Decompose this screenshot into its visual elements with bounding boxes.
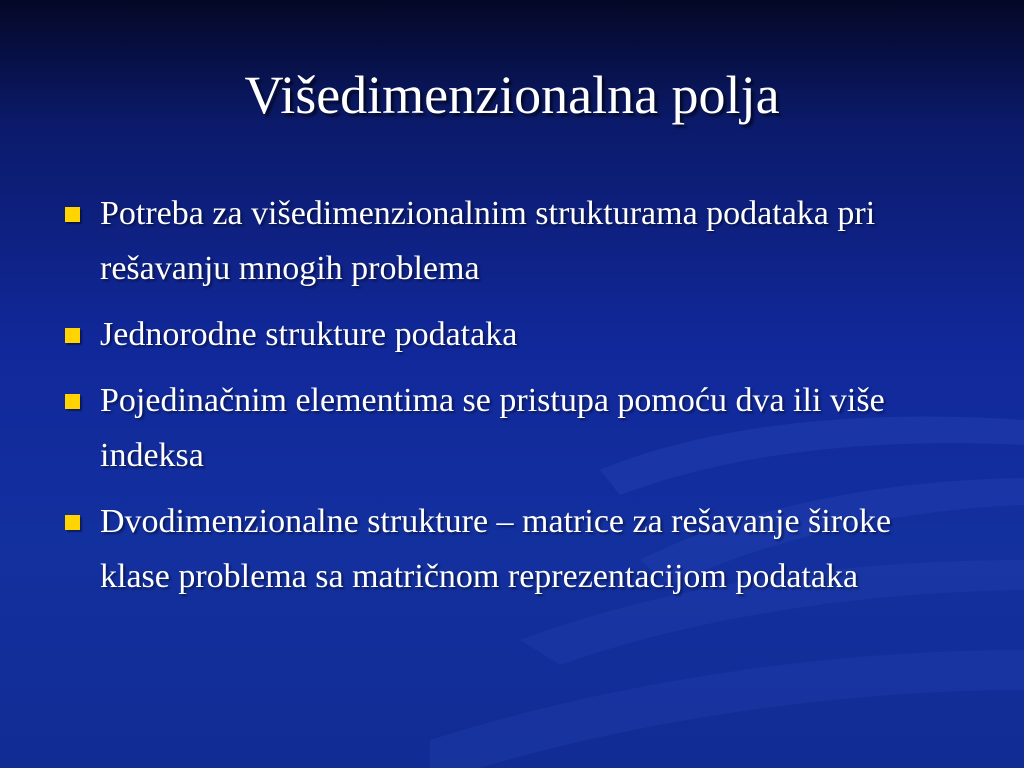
bullet-text: Dvodimenzionalne strukture – matrice za rešavanje široke klase problema sa matričnom reprezentacijom podataka xyxy=(100,503,892,595)
bullet-text: Jednorodne strukture podataka xyxy=(100,316,518,353)
bullet-text: Potreba za višedimenzionalnim strukturama podataka pri rešavanju mnogih problema xyxy=(100,195,876,287)
bullet-item xyxy=(62,186,962,296)
square-bullet-icon xyxy=(65,328,80,343)
slide-title: Višedimenzionalna polja xyxy=(244,65,780,125)
bullet-list xyxy=(62,186,962,615)
square-bullet-icon xyxy=(65,515,80,530)
bullet-text: Pojedinačnim elementima se pristupa pomoću dva ili više indeksa xyxy=(100,382,885,474)
bullet-item xyxy=(62,307,962,362)
square-bullet-icon xyxy=(65,394,80,409)
bullet-item xyxy=(62,373,962,483)
square-bullet-icon xyxy=(65,207,80,222)
bullet-item xyxy=(62,494,962,604)
